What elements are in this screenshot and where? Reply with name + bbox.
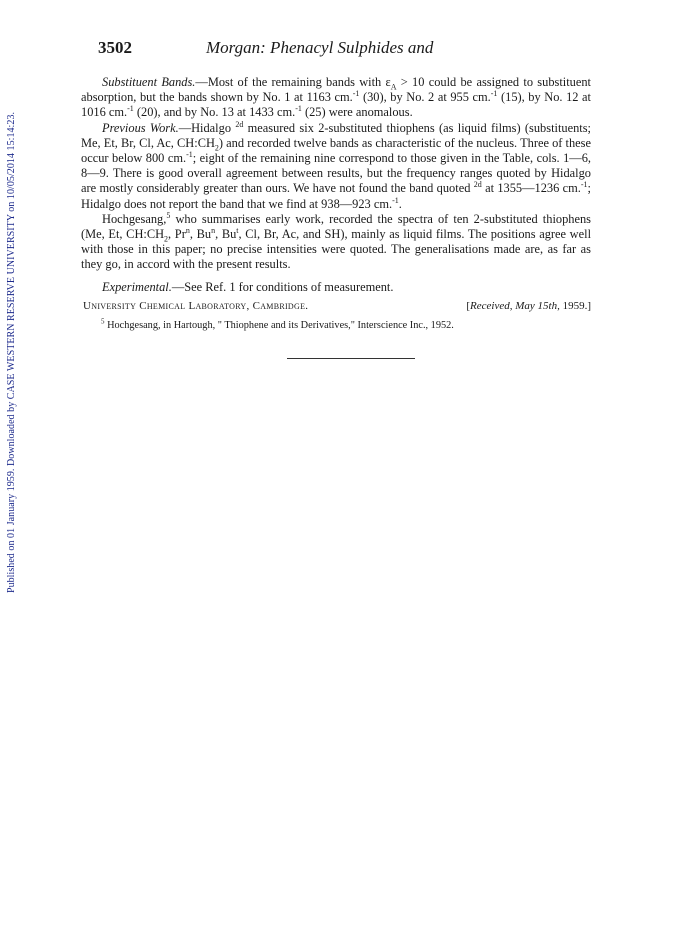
- text-run: (20), and by No. 13 at 1433 cm.: [133, 105, 296, 120]
- superscript: -1: [392, 195, 399, 205]
- footnote-marker: 5: [101, 317, 105, 326]
- superscript: -1: [490, 89, 498, 99]
- paragraph-experimental: [81, 280, 591, 295]
- superscript: -1: [352, 89, 360, 99]
- superscript: t: [236, 225, 239, 235]
- superscript: -1: [580, 180, 588, 190]
- text-run: (15), by No. 12 at 1016 cm.: [81, 90, 591, 120]
- paragraph-lead: Substituent Bands.: [102, 75, 196, 89]
- running-title: Morgan: Phenacyl Sulphides and: [206, 38, 434, 57]
- text-run: —Most of the remaining bands with ε: [195, 75, 391, 89]
- citation-ref: 5: [166, 210, 171, 220]
- page-header: [98, 38, 593, 62]
- text-run: ; Hidalgo does not report the band that we find at 938—923 cm.: [81, 181, 591, 211]
- paragraph-substituent-bands: [81, 75, 591, 121]
- received-date: [466, 299, 591, 314]
- superscript: -1: [295, 104, 302, 114]
- subscript: 2: [214, 143, 219, 153]
- text-run: , Bu: [215, 227, 237, 242]
- received-label: Received,: [470, 299, 513, 312]
- text-run: Hochgesang,: [102, 211, 167, 226]
- paragraph-lead: Previous Work.: [102, 120, 179, 135]
- text-run: , Bu: [189, 227, 212, 242]
- superscript: -1: [186, 149, 193, 159]
- end-rule-divider: [287, 358, 415, 359]
- text-run: —See Ref. 1 for conditions of measurement.: [171, 279, 394, 294]
- text-run: at 1355—1236 cm.: [481, 181, 581, 196]
- affiliation: University Chemical Laboratory, Cambridge.: [83, 299, 309, 312]
- footnote-text: Hochgesang, in Hartough, " Thiophene and its Derivatives," Interscience Inc., 1952.: [104, 319, 454, 331]
- subscript: 2: [164, 234, 169, 244]
- citation-ref: 2d: [235, 119, 244, 129]
- text-run: (25) were anomalous.: [301, 105, 413, 120]
- download-watermark: [3, 97, 21, 607]
- article-body: [81, 75, 591, 333]
- footnote: [81, 318, 591, 333]
- text-run: (30), by No. 2 at 955 cm.: [359, 90, 491, 105]
- text-run: ) and recorded twelve bands as characteristic of the nucleus. Three of these occur below 800 cm.: [81, 135, 592, 166]
- text-run: [: [466, 299, 471, 312]
- page-number: 3502: [98, 38, 132, 57]
- text-run: > 10 could be assigned to substituent absorption, but the bands shown by No. 1 at 1163 cm.: [81, 75, 591, 105]
- subscript: A: [390, 82, 397, 92]
- affiliation-row: [81, 299, 591, 314]
- superscript: -1: [127, 104, 134, 114]
- superscript: n: [211, 225, 216, 235]
- superscript: n: [185, 225, 190, 235]
- text-run: , Cl, Br, Ac, and SH), mainly as liquid films. The positions agree well with those in this paper; no precise intensities were quoted. The generalisations made are, as far as they go, in accord with the present results.: [81, 227, 592, 272]
- citation-ref: 2d: [473, 180, 482, 190]
- text-run: ; eight of the remaining nine correspond to those given in the Table, cols. 1—6, 8—9. There is good overall agreement between results, but the frequency ranges quoted by Hidalgo are mostly considerably greater than ours. We have not found the band quoted: [81, 151, 591, 196]
- paragraph-hochgesang: [81, 212, 591, 273]
- text-run: —Hidalgo: [178, 120, 236, 135]
- text-run: , Pr: [168, 227, 186, 242]
- paragraph-previous-work: [81, 121, 591, 212]
- text-run: who summarises early work, recorded the spectra of ten 2-substituted thiophens (Me, Et, CH:CH: [81, 211, 591, 242]
- text-run: measured six 2-substituted thiophens (as liquid films) (substituents; Me, Et, Br, Cl, Ac, CH:CH: [81, 120, 591, 150]
- received-year: 1959.]: [559, 299, 591, 312]
- download-watermark-text: Published on 01 January 1959. Downloaded by CASE WESTERN RESERVE UNIVERSITY on 10/05/2014 15:14:23.: [6, 111, 18, 593]
- text-run: .: [398, 196, 402, 211]
- paragraph-lead: Experimental.: [102, 279, 172, 294]
- received-day: May 15th,: [512, 299, 560, 312]
